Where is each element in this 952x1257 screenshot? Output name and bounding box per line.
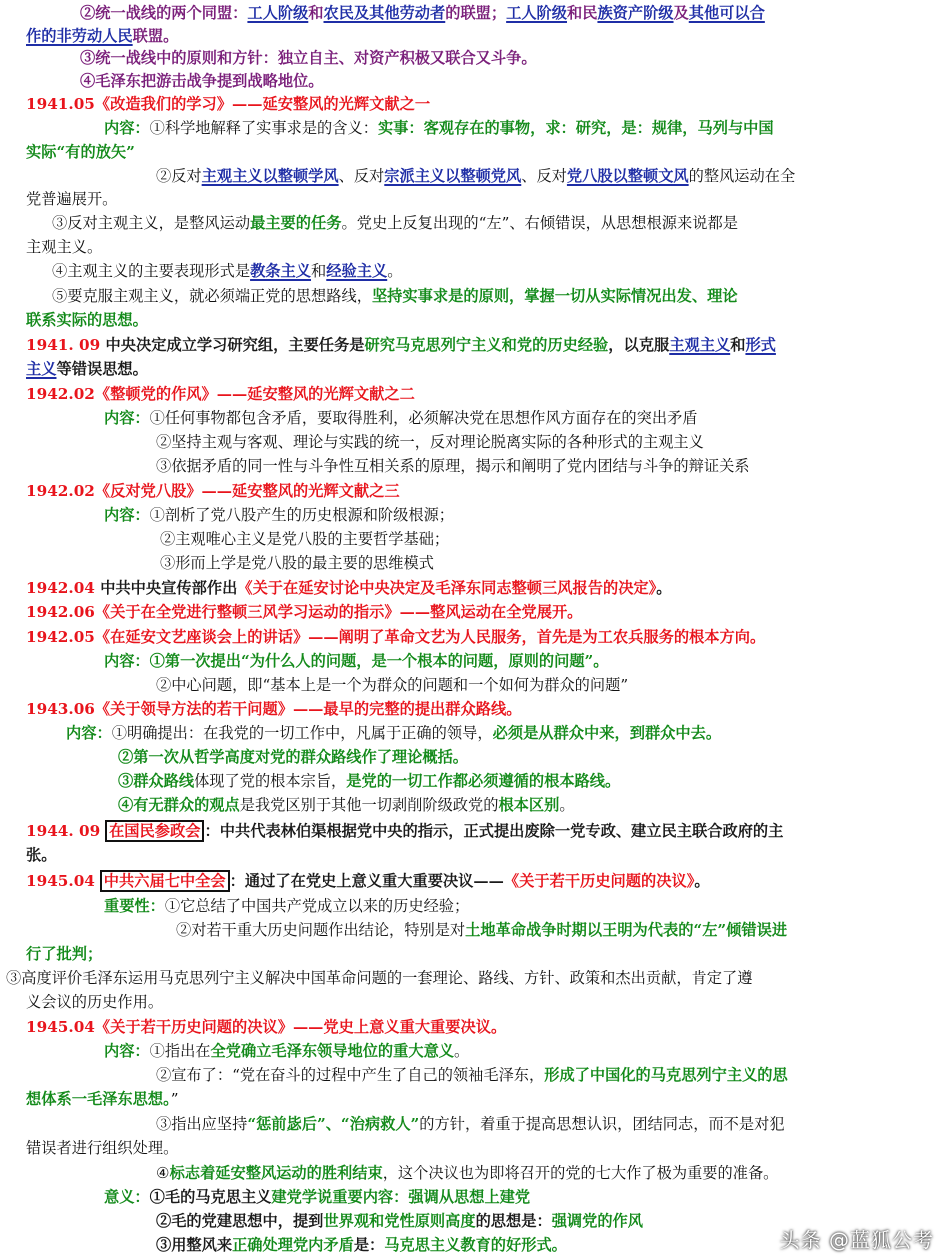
heading-yanan-talks: 1942.05《在延安文艺座谈会上的讲话》——阐明了革命文艺为人民服务，首先是为工农兵服务的根本方向。 (26, 628, 766, 646)
line-oppose-1: 内容：①剖析了党八股产生的历史根源和阶级根源； (104, 506, 455, 524)
line-united-front-alliances-cont: 作的非劳动人民联盟。 (26, 27, 179, 45)
line-resolution-2: ②宣布了：“党在奋斗的过程中产生了自己的领袖毛泽东，形成了中国化的马克思列宁主义的思 (156, 1066, 788, 1084)
line-united-front-alliances: ②统一战线的两个同盟：工人阶级和农民及其他劳动者的联盟；工人阶级和民族资产阶级及其他可以合 (80, 4, 765, 22)
line-importance-3-cont: 义会议的历史作用。 (26, 993, 164, 1011)
heading-rectify-party-style: 1942.02《整顿党的作风》——延安整风的光辉文献之二 (26, 385, 415, 403)
line-importance-1: 重要性：①它总结了中国共产党成立以来的历史经验； (104, 897, 470, 915)
heading-leadership-methods: 1943.06《关于领导方法的若干问题》——最早的完整的提出群众路线。 (26, 700, 522, 718)
line-content-3-cont: 主观主义。 (26, 238, 103, 256)
line-oppose-3: ③形而上学是党八股的最主要的思维模式 (160, 554, 434, 572)
line-rectify-2: ②坚持主观与客观、理论与实践的统一，反对理论脱离实际的各种形式的主观主义 (156, 433, 704, 451)
line-methods-1: 内容：①明确提出：在我党的一切工作中，凡属于正确的领导，必须是从群众中来，到群众中去。 (66, 724, 722, 742)
line-importance-2: ②对若干重大历史问题作出结论，特别是对土地革命战争时期以王明为代表的“左”倾错误进 (176, 921, 788, 939)
line-united-front-principles: ③统一战线中的原则和方针：独立自主、对资产积极又联合又斗争。 (80, 49, 537, 67)
line-significance-1: 意义：①毛的马克思主义建党学说重要内容：强调从思想上建党 (104, 1188, 531, 1206)
line-rectify-3: ③依据矛盾的同一性与斗争性互相关系的原理，揭示和阐明了党内团结与斗争的辩证关系 (156, 457, 750, 475)
line-talks-2: ②中心问题，即“基本上是一个为群众的问题和一个如何为群众的问题” (156, 676, 629, 694)
line-content-2: ②反对主观主义以整顿学风、反对宗派主义以整顿党风、反对党八股以整顿文风的整风运动在全 (156, 167, 796, 185)
line-talks-1: 内容：①第一次提出“为什么人的问题，是一个根本的问题，原则的问题”。 (104, 652, 609, 670)
heading-reform-our-study: 1941.05《改造我们的学习》——延安整风的光辉文献之一 (26, 95, 431, 113)
line-guerrilla-warfare: ④毛泽东把游击战争提到战略地位。 (80, 72, 324, 90)
heading-resolution: 1945.04《关于若干历史问题的决议》——党史上意义重大重要决议。 (26, 1018, 507, 1036)
line-oppose-2: ②主观唯心主义是党八股的主要哲学基础； (160, 530, 450, 548)
line-1944-09: 1944. 09 在国民参政会 ：中共代表林伯渠根据党中央的指示，正式提出废除一党专政、建立民主联合政府的主 (26, 822, 784, 840)
line-content-1: 内容：①科学地解释了实事求是的含义：实事：客观存在的事物，求：研究，是：规律，马列与中国 (104, 119, 774, 137)
line-methods-2: ②第一次从哲学高度对党的群众路线作了理论概括。 (118, 748, 469, 766)
line-resolution-3-cont: 错误者进行组织处理。 (26, 1139, 179, 1157)
boxed-national-political-council: 在国民参政会 (105, 820, 204, 842)
line-resolution-4: ④标志着延安整风运动的胜利结束，这个决议也为即将召开的党的七大作了极为重要的准备。 (156, 1164, 779, 1182)
line-importance-2-cont: 行了批判； (26, 945, 103, 963)
line-content-1-cont: 实际“有的放矢” (26, 143, 135, 161)
line-resolution-2-cont: 想体系一毛泽东思想。” (26, 1090, 179, 1108)
line-importance-3: ③高度评价毛泽东运用马克思列宁主义解决中国革命问题的一套理论、路线、方针、政策和杰出贡献，肯定了遵 (6, 969, 753, 987)
line-1941-09: 1941. 09 中央决定成立学习研究组，主要任务是研究马克思列宁主义和党的历史经验，以克服主观主义和形式 (26, 336, 776, 354)
line-resolution-3: ③指出应坚持“惩前毖后”、“治病救人”的方针，着重于提高思想认识，团结同志，而不是对犯 (156, 1115, 785, 1133)
line-content-5: ⑤要克服主观主义，就必须端正党的思想路线，坚持实事求是的原则，掌握一切从实际情况出发、理论 (52, 287, 738, 305)
line-1944-09-cont: 张。 (26, 846, 57, 864)
line-1942-06: 1942.06《关于在全党进行整顿三风学习运动的指示》——整风运动在全党展开。 (26, 603, 583, 621)
line-content-4: ④主观主义的主要表现形式是教条主义和经验主义。 (52, 262, 403, 280)
line-significance-3: ③用整风来正确处理党内矛盾是：马克思主义教育的好形式。 (156, 1236, 567, 1254)
line-1941-09-cont: 主义等错误思想。 (26, 360, 148, 378)
line-1945-04-plenum: 1945.04 中共六届七中全会 ：通过了在党史上意义重大重要决议——《关于若干历史问题的决议》。 (26, 872, 710, 890)
line-methods-4: ④有无群众的观点是我党区别于其他一切剥削阶级政党的根本区别。 (118, 796, 575, 814)
line-significance-2: ②毛的党建思想中，提到世界观和党性原则高度的思想是：强调党的作风 (156, 1212, 643, 1230)
line-rectify-1: 内容：①任何事物都包含矛盾，要取得胜利，必须解决党在思想作风方面存在的突出矛盾 (104, 409, 698, 427)
line-content-5-cont: 联系实际的思想。 (26, 311, 148, 329)
line-methods-3: ③群众路线体现了党的根本宗旨，是党的一切工作都必须遵循的根本路线。 (118, 772, 621, 790)
watermark: 头条 @蓝狐公考 (779, 1228, 934, 1252)
line-content-2-cont: 党普遍展开。 (26, 190, 118, 208)
line-resolution-1: 内容：①指出在全党确立毛泽东领导地位的重大意义。 (104, 1042, 470, 1060)
line-1942-04: 1942.04 中共中央宣传部作出《关于在延安讨论中央决定及毛泽东同志整顿三风报告的决定》。 (26, 579, 672, 597)
heading-oppose-stereotyped-writing: 1942.02《反对党八股》——延安整风的光辉文献之三 (26, 482, 400, 500)
line-content-3: ③反对主观主义，是整风运动最主要的任务。党史上反复出现的“左”、右倾错误，从思想根源来说都是 (52, 214, 738, 232)
boxed-seventh-plenum: 中共六届七中全会 (100, 870, 230, 892)
